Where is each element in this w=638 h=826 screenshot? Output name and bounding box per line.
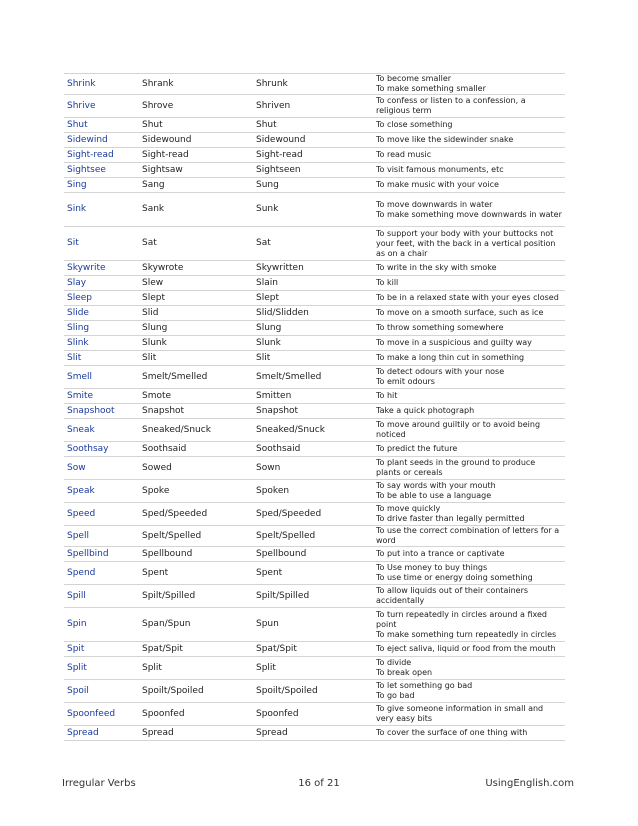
- table-row: [64, 680, 565, 703]
- verb-past-participle: Split: [253, 657, 373, 680]
- verb-meaning: To cover the surface of one thing with: [373, 726, 565, 741]
- verb-meaning: To move around guiltily or to avoid being noticed: [373, 419, 565, 442]
- table-row: [64, 336, 565, 351]
- table-row: [64, 133, 565, 148]
- irregular-verbs-table: [64, 73, 565, 741]
- verb-base-form: Slink: [64, 336, 139, 351]
- verb-past-simple: Sight-read: [139, 148, 253, 163]
- verb-meaning: To allow liquids out of their containers accidentally: [373, 585, 565, 608]
- verb-meaning: To move downwards in water To make something move downwards in water: [373, 193, 565, 227]
- verb-base-form: Spellbind: [64, 547, 139, 562]
- verb-meaning: To hit: [373, 389, 565, 404]
- table-row: [64, 608, 565, 642]
- verb-base-form: Sidewind: [64, 133, 139, 148]
- verb-past-participle: Slain: [253, 276, 373, 291]
- verb-past-simple: Slunk: [139, 336, 253, 351]
- verb-base-form: Slit: [64, 351, 139, 366]
- verb-past-simple: Sightsaw: [139, 163, 253, 178]
- verb-past-participle: Slit: [253, 351, 373, 366]
- verb-base-form: Spin: [64, 608, 139, 642]
- footer-title: Irregular Verbs: [62, 778, 136, 789]
- verb-meaning: To make music with your voice: [373, 178, 565, 193]
- verb-meaning: To be in a relaxed state with your eyes closed: [373, 291, 565, 306]
- verb-past-simple: Smelt/Smelled: [139, 366, 253, 389]
- verb-past-participle: Sung: [253, 178, 373, 193]
- verb-meaning: To visit famous monuments, etc: [373, 163, 565, 178]
- verb-base-form: Spread: [64, 726, 139, 741]
- verb-base-form: Sow: [64, 457, 139, 480]
- verb-past-simple: Slew: [139, 276, 253, 291]
- verb-past-participle: Spelt/Spelled: [253, 526, 373, 547]
- table-row: [64, 526, 565, 547]
- table-row: [64, 178, 565, 193]
- verb-past-simple: Smote: [139, 389, 253, 404]
- verb-past-simple: Snapshot: [139, 404, 253, 419]
- table-row: [64, 261, 565, 276]
- verb-past-participle: Shriven: [253, 95, 373, 118]
- table-row: [64, 419, 565, 442]
- verb-past-participle: Soothsaid: [253, 442, 373, 457]
- verb-past-simple: Span/Spun: [139, 608, 253, 642]
- table-row: [64, 193, 565, 227]
- verb-base-form: Sight-read: [64, 148, 139, 163]
- verb-base-form: Shrive: [64, 95, 139, 118]
- verb-base-form: Shrink: [64, 74, 139, 95]
- verb-past-simple: Sang: [139, 178, 253, 193]
- verb-base-form: Spit: [64, 642, 139, 657]
- verb-meaning: To kill: [373, 276, 565, 291]
- table-row: [64, 389, 565, 404]
- verb-past-participle: Spoonfed: [253, 703, 373, 726]
- verb-past-participle: Spread: [253, 726, 373, 741]
- verb-base-form: Spoonfeed: [64, 703, 139, 726]
- verb-base-form: Snapshoot: [64, 404, 139, 419]
- verb-past-participle: Smitten: [253, 389, 373, 404]
- verb-past-simple: Spellbound: [139, 547, 253, 562]
- verb-past-participle: Slunk: [253, 336, 373, 351]
- verb-meaning: To turn repeatedly in circles around a fixed point To make something turn repeatedly in circles: [373, 608, 565, 642]
- verb-meaning: To move on a smooth surface, such as ice: [373, 306, 565, 321]
- table-row: [64, 503, 565, 526]
- verb-past-simple: Spilt/Spilled: [139, 585, 253, 608]
- verb-meaning: To put into a trance or captivate: [373, 547, 565, 562]
- verb-past-participle: Slung: [253, 321, 373, 336]
- table-row: [64, 276, 565, 291]
- verb-base-form: Spoil: [64, 680, 139, 703]
- table-row: [64, 291, 565, 306]
- verb-base-form: Speed: [64, 503, 139, 526]
- verb-past-simple: Sat: [139, 227, 253, 261]
- table-row: [64, 366, 565, 389]
- verb-past-simple: Spoilt/Spoiled: [139, 680, 253, 703]
- verb-past-participle: Spoken: [253, 480, 373, 503]
- verb-meaning: To give someone information in small and very easy bits: [373, 703, 565, 726]
- table-row: [64, 480, 565, 503]
- table-row: [64, 227, 565, 261]
- verb-meaning: To detect odours with your nose To emit odours: [373, 366, 565, 389]
- verb-base-form: Split: [64, 657, 139, 680]
- table-row: [64, 118, 565, 133]
- table-row: [64, 457, 565, 480]
- verb-past-simple: Shut: [139, 118, 253, 133]
- verb-meaning: To move in a suspicious and guilty way: [373, 336, 565, 351]
- verb-past-participle: Slid/Slidden: [253, 306, 373, 321]
- verb-meaning: To write in the sky with smoke: [373, 261, 565, 276]
- verb-past-simple: Shrove: [139, 95, 253, 118]
- verb-past-participle: Sight-read: [253, 148, 373, 163]
- verb-past-simple: Skywrote: [139, 261, 253, 276]
- verb-meaning: To let something go bad To go bad: [373, 680, 565, 703]
- verb-past-simple: Spent: [139, 562, 253, 585]
- table-row: [64, 585, 565, 608]
- verb-past-simple: Shrank: [139, 74, 253, 95]
- verb-meaning: To move like the sidewinder snake: [373, 133, 565, 148]
- verb-past-simple: Spread: [139, 726, 253, 741]
- table-row: [64, 404, 565, 419]
- verb-past-participle: Sneaked/Snuck: [253, 419, 373, 442]
- verb-meaning: To support your body with your buttocks not your feet, with the back in a vertical position as on a chair: [373, 227, 565, 261]
- verb-base-form: Shut: [64, 118, 139, 133]
- verb-meaning: Take a quick photograph: [373, 404, 565, 419]
- table-row: [64, 726, 565, 741]
- verb-base-form: Smite: [64, 389, 139, 404]
- verb-past-participle: Shrunk: [253, 74, 373, 95]
- verb-past-simple: Soothsaid: [139, 442, 253, 457]
- table-row: [64, 547, 565, 562]
- verb-meaning: To close something: [373, 118, 565, 133]
- verb-past-simple: Split: [139, 657, 253, 680]
- table-row: [64, 321, 565, 336]
- table-row: [64, 351, 565, 366]
- verb-past-simple: Spelt/Spelled: [139, 526, 253, 547]
- verb-meaning: To divide To break open: [373, 657, 565, 680]
- verb-past-participle: Spoilt/Spoiled: [253, 680, 373, 703]
- verb-past-participle: Spellbound: [253, 547, 373, 562]
- verb-past-participle: Sown: [253, 457, 373, 480]
- verb-past-simple: Sped/Speeded: [139, 503, 253, 526]
- table-row: [64, 306, 565, 321]
- verb-past-participle: Spun: [253, 608, 373, 642]
- verb-past-participle: Skywritten: [253, 261, 373, 276]
- verb-meaning: To say words with your mouth To be able to use a language: [373, 480, 565, 503]
- verb-past-participle: Shut: [253, 118, 373, 133]
- verb-base-form: Spend: [64, 562, 139, 585]
- footer-page-number: 16 of 21: [298, 778, 340, 789]
- verb-past-participle: Slept: [253, 291, 373, 306]
- verb-meaning: To move quickly To drive faster than legally permitted: [373, 503, 565, 526]
- table-row: [64, 562, 565, 585]
- footer-site: UsingEnglish.com: [485, 778, 574, 789]
- verb-past-participle: Sped/Speeded: [253, 503, 373, 526]
- verb-past-simple: Slept: [139, 291, 253, 306]
- table-row: [64, 95, 565, 118]
- verb-meaning: To become smaller To make something smaller: [373, 74, 565, 95]
- verb-meaning: To make a long thin cut in something: [373, 351, 565, 366]
- verb-base-form: Sit: [64, 227, 139, 261]
- verb-meaning: To read music: [373, 148, 565, 163]
- verb-past-simple: Slung: [139, 321, 253, 336]
- verb-past-simple: Spoonfed: [139, 703, 253, 726]
- verb-base-form: Slay: [64, 276, 139, 291]
- verb-base-form: Speak: [64, 480, 139, 503]
- verb-past-participle: Snapshot: [253, 404, 373, 419]
- verb-base-form: Sightsee: [64, 163, 139, 178]
- table-row: [64, 703, 565, 726]
- verb-past-simple: Sowed: [139, 457, 253, 480]
- verb-past-participle: Sidewound: [253, 133, 373, 148]
- verb-past-simple: Sneaked/Snuck: [139, 419, 253, 442]
- verb-meaning: To eject saliva, liquid or food from the mouth: [373, 642, 565, 657]
- verb-meaning: To use the correct combination of letters for a word: [373, 526, 565, 547]
- verb-past-simple: Sidewound: [139, 133, 253, 148]
- table-row: [64, 657, 565, 680]
- verb-meaning: To confess or listen to a confession, a religious term: [373, 95, 565, 118]
- table-row: [64, 148, 565, 163]
- verb-meaning: To predict the future: [373, 442, 565, 457]
- verb-base-form: Sling: [64, 321, 139, 336]
- verb-past-participle: Sunk: [253, 193, 373, 227]
- verb-past-simple: Sank: [139, 193, 253, 227]
- verb-base-form: Spill: [64, 585, 139, 608]
- table-row: [64, 442, 565, 457]
- verb-base-form: Smell: [64, 366, 139, 389]
- verb-base-form: Sneak: [64, 419, 139, 442]
- verb-meaning: To plant seeds in the ground to produce plants or cereals: [373, 457, 565, 480]
- verb-base-form: Sing: [64, 178, 139, 193]
- verb-past-simple: Spat/Spit: [139, 642, 253, 657]
- verb-base-form: Skywrite: [64, 261, 139, 276]
- verb-past-participle: Sat: [253, 227, 373, 261]
- verb-base-form: Sleep: [64, 291, 139, 306]
- verb-past-simple: Slid: [139, 306, 253, 321]
- verb-base-form: Soothsay: [64, 442, 139, 457]
- verb-past-participle: Spilt/Spilled: [253, 585, 373, 608]
- verb-meaning: To throw something somewhere: [373, 321, 565, 336]
- verb-past-participle: Sightseen: [253, 163, 373, 178]
- verb-base-form: Spell: [64, 526, 139, 547]
- verb-base-form: Slide: [64, 306, 139, 321]
- table-row: [64, 163, 565, 178]
- verb-past-participle: Spent: [253, 562, 373, 585]
- verb-past-simple: Spoke: [139, 480, 253, 503]
- table-row: [64, 74, 565, 95]
- verb-past-participle: Smelt/Smelled: [253, 366, 373, 389]
- verb-base-form: Sink: [64, 193, 139, 227]
- table-row: [64, 642, 565, 657]
- verb-meaning: To Use money to buy things To use time or energy doing something: [373, 562, 565, 585]
- verb-past-simple: Slit: [139, 351, 253, 366]
- verb-past-participle: Spat/Spit: [253, 642, 373, 657]
